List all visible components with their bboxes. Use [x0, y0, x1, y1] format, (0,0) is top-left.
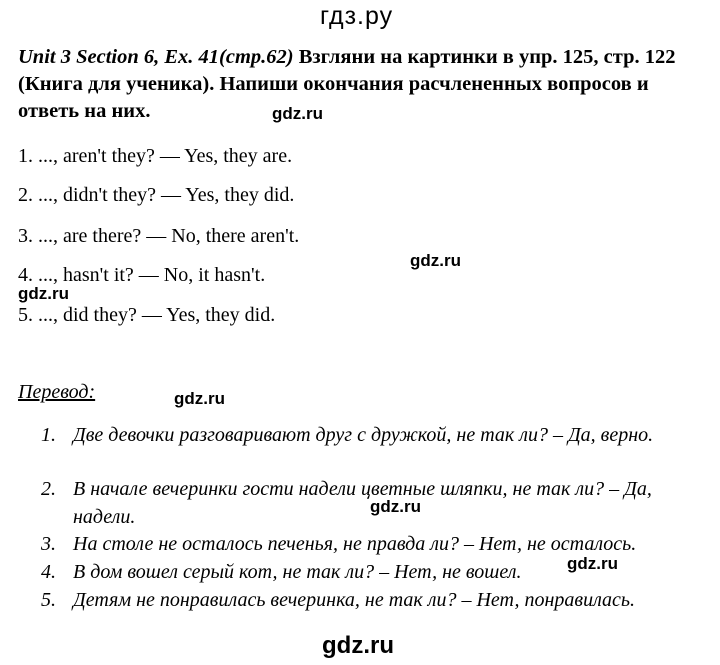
task-text: Взгляни на картинки в упр. 125, стр. 122 (Книга для ученика). Напиши окончания расчлененных вопросов и ответь на них.: [18, 46, 676, 122]
answer-line-5: 5. ..., did they? — Yes, they did.: [18, 304, 276, 326]
item-text: Детям не понравилась вечеринка, не так ли? – Нет, понравилась.: [73, 589, 636, 611]
exercise-title: [18, 44, 708, 125]
watermark: gdz.ru: [410, 251, 461, 270]
translation-heading: Перевод:: [18, 381, 96, 403]
item-text: В начале вечеринки гости надели цветные шляпки, не так ли? – Да, надели.: [73, 478, 652, 528]
header-watermark: гдз.ру: [320, 2, 394, 30]
unit-reference: Unit 3 Section 6, Ex. 41(стр.62): [18, 46, 294, 68]
watermark: gdz.ru: [18, 284, 69, 303]
watermark: gdz.ru: [567, 554, 618, 573]
item-number: 1.: [41, 424, 56, 446]
item-text: Две девочки разговаривают друг с дружкой, не так ли? – Да, верно.: [73, 424, 654, 446]
item-number: 2.: [41, 478, 56, 500]
item-text: В дом вошел серый кот, не так ли? – Нет, не вошел.: [73, 561, 522, 583]
answer-line-2: 2. ..., didn't they? — Yes, they did.: [18, 184, 295, 206]
translation-item-1: [41, 421, 711, 477]
answer-line-4: 4. ..., hasn't it? — No, it hasn't.: [18, 264, 266, 286]
translation-item-5: [41, 586, 711, 614]
item-number: 3.: [41, 533, 56, 555]
watermark: gdz.ru: [370, 497, 421, 516]
item-number: 5.: [41, 589, 56, 611]
item-text: На столе не осталось печенья, не правда ли? – Нет, не осталось.: [73, 533, 637, 555]
watermark: gdz.ru: [174, 389, 225, 408]
answer-line-3: 3. ..., are there? — No, there aren't.: [18, 225, 300, 247]
footer-watermark: gdz.ru: [322, 632, 394, 659]
item-number: 4.: [41, 561, 56, 583]
watermark: gdz.ru: [272, 104, 323, 123]
answer-line-1: 1. ..., aren't they? — Yes, they are.: [18, 145, 293, 167]
